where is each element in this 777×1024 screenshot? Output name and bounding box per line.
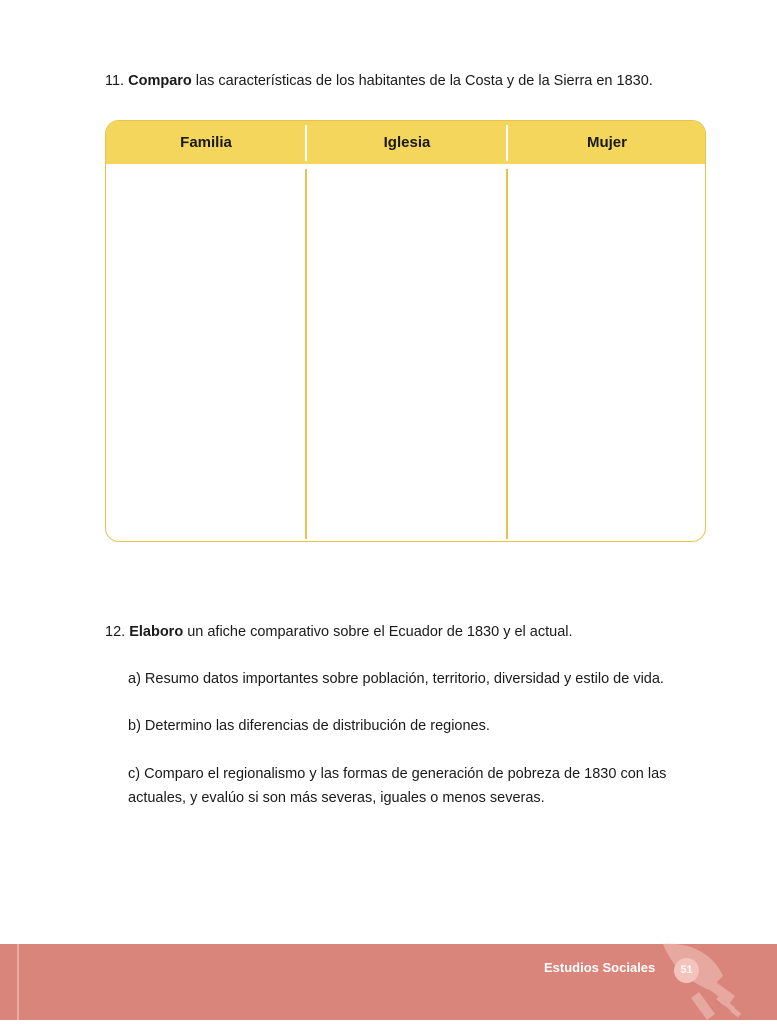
- header-mujer: Mujer: [586, 134, 627, 151]
- question-number: 12.: [105, 624, 126, 640]
- header-familia: Familia: [180, 134, 232, 151]
- page-number-badge: 51: [674, 958, 699, 983]
- rocket-icon: [655, 938, 745, 1024]
- question-keyword: Elaboro: [129, 624, 184, 640]
- subject-label: Estudios Sociales: [544, 960, 656, 975]
- comparison-table: [105, 120, 706, 542]
- question-text: las características de los habitantes de la Costa y de la Sierra en 1830.: [191, 73, 653, 89]
- page-footer: [0, 944, 777, 1020]
- footer-edge-line: [17, 944, 19, 1020]
- question-11: [105, 71, 653, 91]
- answer-cell-familia[interactable]: [106, 165, 305, 535]
- answer-cell-iglesia[interactable]: [307, 165, 506, 535]
- answer-cell-mujer[interactable]: [508, 165, 704, 535]
- item-a: a) Resumo datos importantes sobre población, territorio, diversidad y estilo de vida.: [128, 671, 664, 687]
- question-number: 11.: [105, 73, 125, 89]
- question-text: un afiche comparativo sobre el Ecuador de 1830 y el actual.: [183, 624, 573, 640]
- item-b: b) Determino las diferencias de distribución de regiones.: [128, 718, 490, 734]
- question-keyword: Comparo: [128, 73, 192, 89]
- header-iglesia: Iglesia: [383, 134, 431, 151]
- question-12: [105, 622, 573, 642]
- item-c: c) Comparo el regionalismo y las formas de generación de pobreza de 1830 con las actuales, y evalúo si son más severas, iguales o menos severas.: [128, 766, 667, 806]
